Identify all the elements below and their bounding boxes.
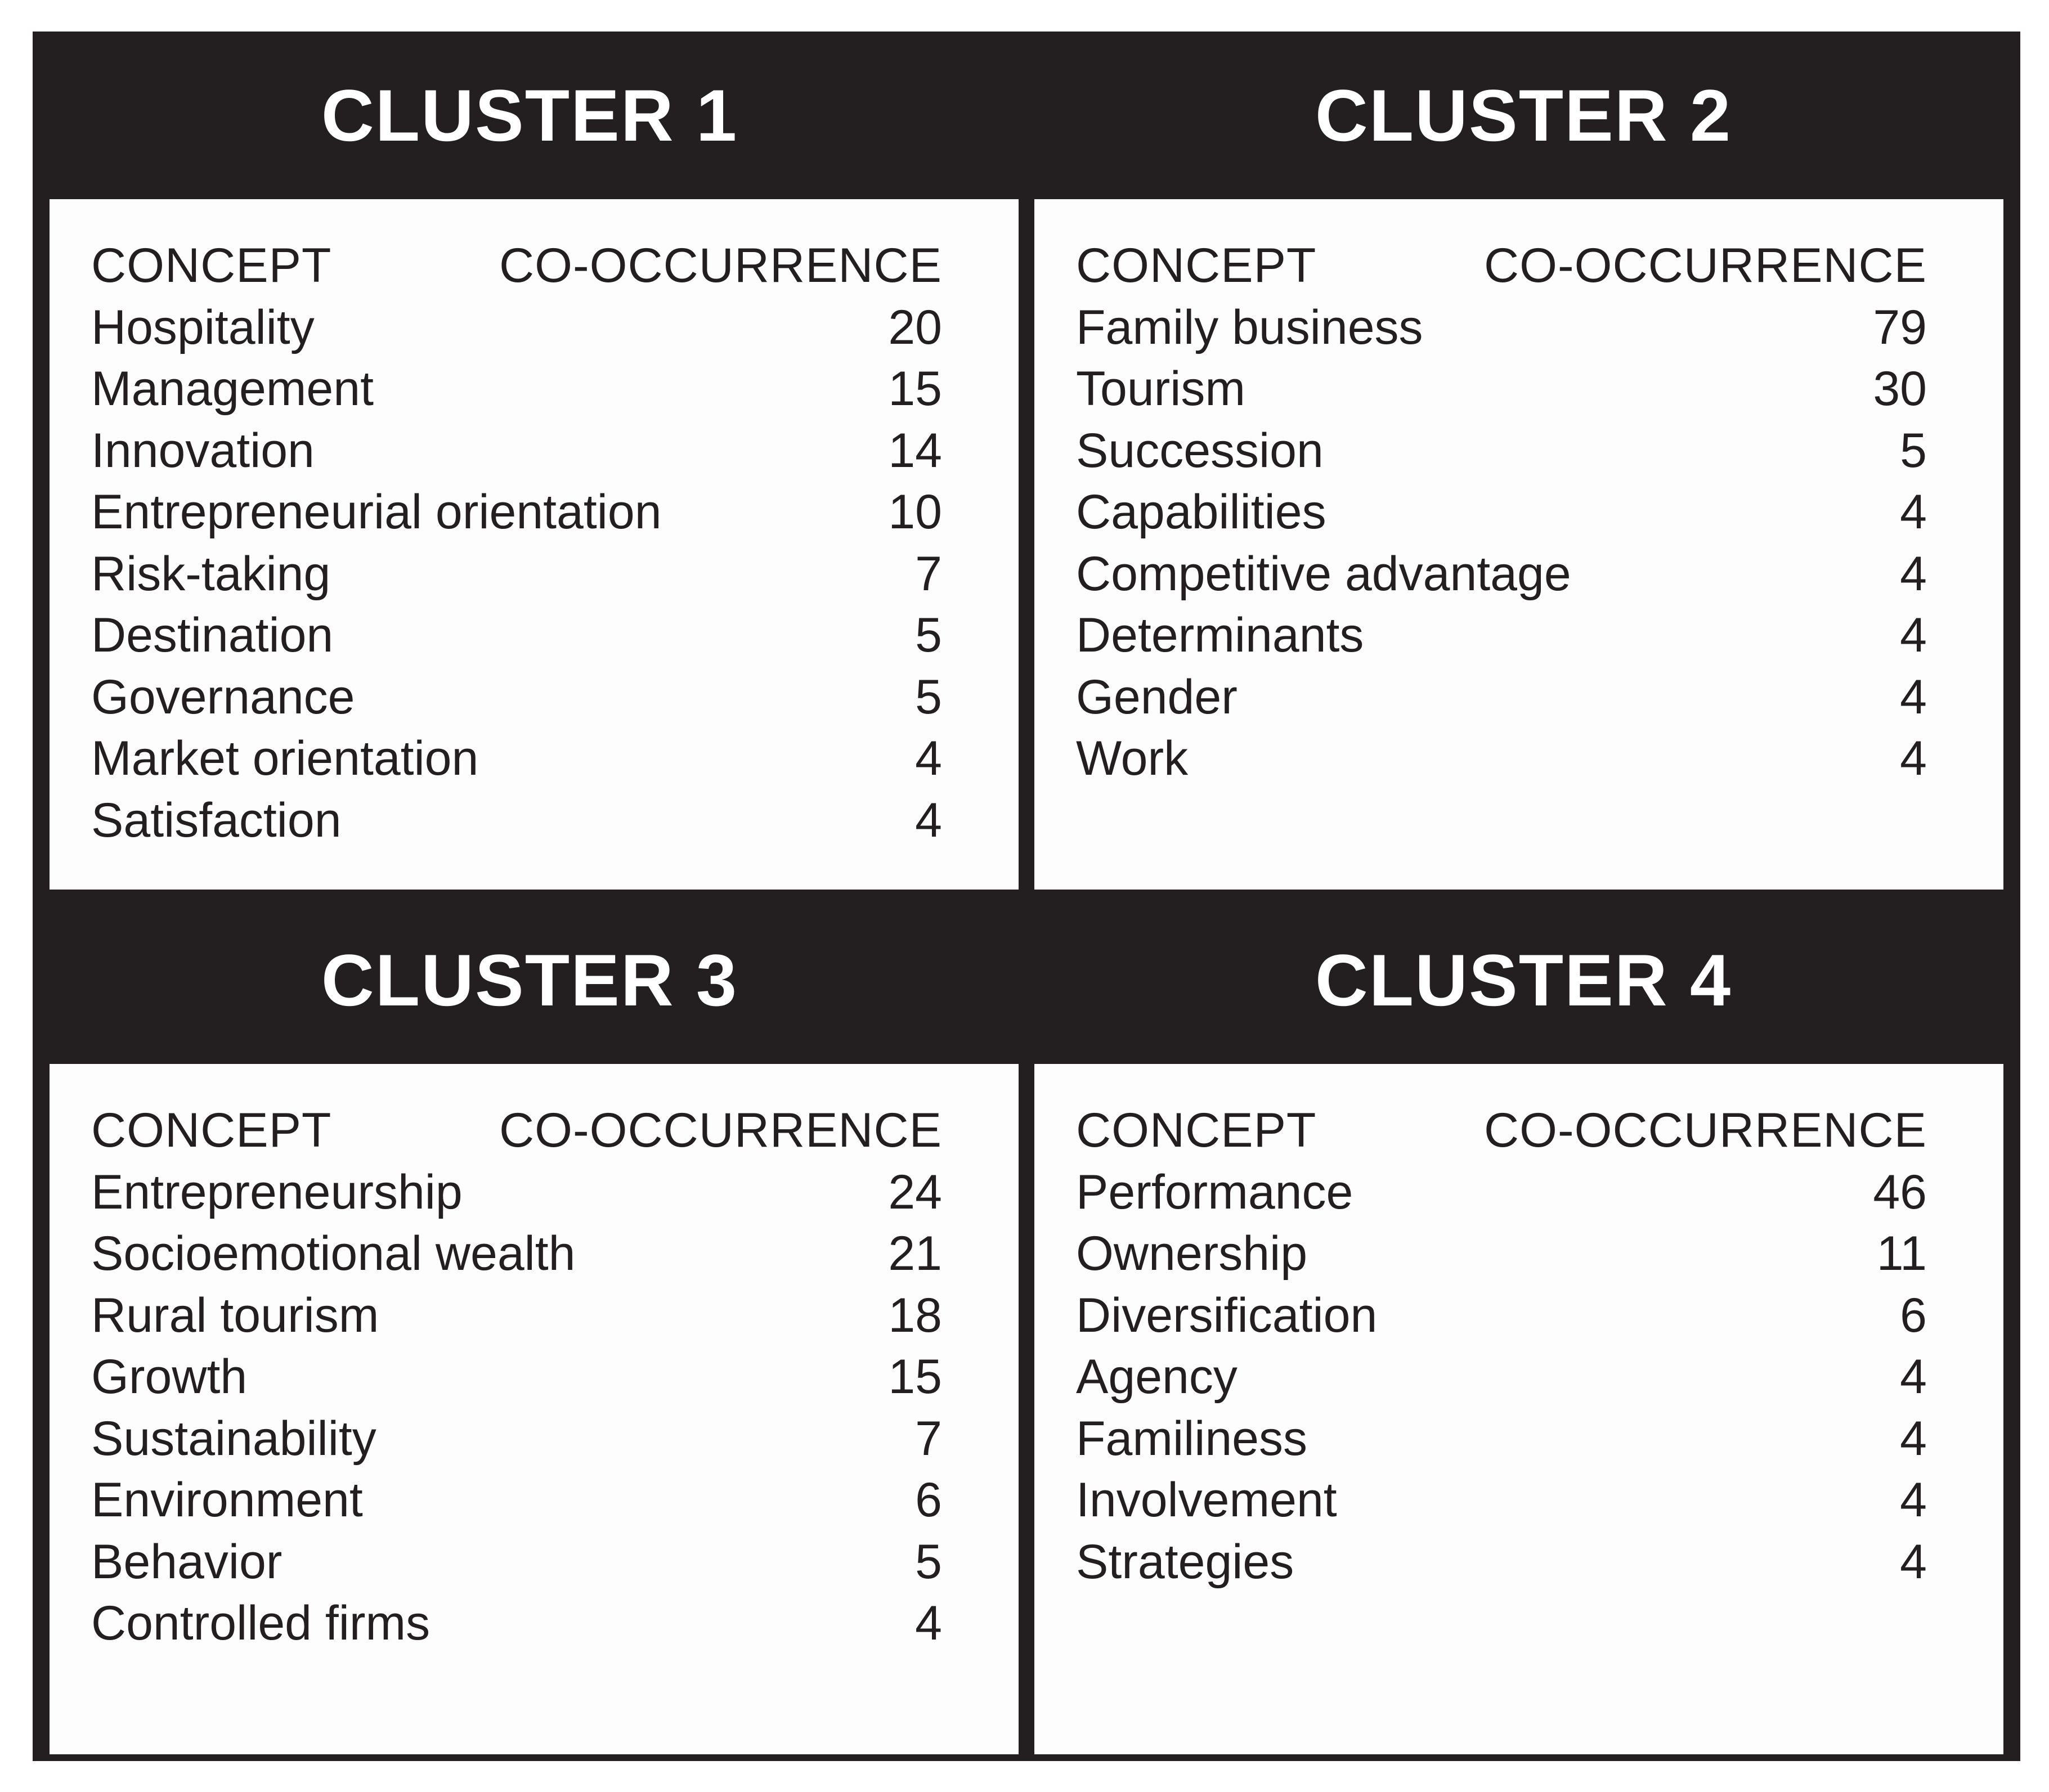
concept-label: Socioemotional wealth <box>91 1227 576 1281</box>
co-occurrence-value: 15 <box>888 362 942 416</box>
cluster-title: CLUSTER 1 <box>321 74 738 156</box>
table-row <box>91 544 942 605</box>
co-occurrence-value: 4 <box>1900 608 1927 662</box>
co-occurrence-value: 18 <box>888 1288 942 1342</box>
concept-label: Satisfaction <box>91 793 342 847</box>
co-occurrence-value: 4 <box>1900 1411 1927 1466</box>
concept-label: Hospitality <box>91 300 315 354</box>
co-occurrence-value: 6 <box>1900 1288 1927 1342</box>
header-co-occurrence: CO-OCCURRENCE <box>1484 239 1927 293</box>
co-occurrence-value: 5 <box>915 608 942 662</box>
co-occurrence-value: 4 <box>1900 546 1927 601</box>
co-occurrence-value: 11 <box>1876 1227 1927 1281</box>
table-row <box>91 1531 942 1593</box>
concept-table <box>91 1100 942 1655</box>
cluster-title: CLUSTER 3 <box>321 939 738 1021</box>
cluster-panel <box>50 1064 1019 1754</box>
table-row <box>1076 605 1927 667</box>
concept-label: Environment <box>91 1473 363 1527</box>
table-row <box>1076 667 1927 729</box>
table-row <box>1076 297 1927 359</box>
header-co-occurrence: CO-OCCURRENCE <box>1484 1103 1927 1157</box>
concept-label: Market orientation <box>91 731 479 785</box>
table-rows <box>91 1162 942 1655</box>
co-occurrence-value: 20 <box>888 300 942 354</box>
table-row <box>91 790 942 852</box>
table-header <box>1076 235 1927 297</box>
co-occurrence-value: 10 <box>888 485 942 539</box>
concept-label: Sustainability <box>91 1411 376 1466</box>
table-row <box>91 358 942 420</box>
table-row <box>1076 1285 1927 1347</box>
concept-label: Behavior <box>91 1534 283 1589</box>
co-occurrence-value: 79 <box>1873 300 1927 354</box>
co-occurrence-value: 7 <box>915 1411 942 1466</box>
table-row <box>1076 1162 1927 1224</box>
table-row <box>1076 1223 1927 1285</box>
table-row <box>1076 544 1927 605</box>
table-row <box>91 605 942 667</box>
cluster-panel <box>50 199 1019 890</box>
co-occurrence-value: 5 <box>915 670 942 724</box>
table-row <box>91 1223 942 1285</box>
concept-label: Rural tourism <box>91 1288 379 1342</box>
co-occurrence-value: 4 <box>915 1596 942 1650</box>
cluster-2 <box>1026 32 2020 896</box>
table-row <box>91 297 942 359</box>
table-row <box>91 667 942 729</box>
concept-label: Governance <box>91 670 355 724</box>
table-row <box>91 1162 942 1224</box>
concept-label: Involvement <box>1076 1473 1337 1527</box>
concept-label: Growth <box>91 1350 248 1404</box>
cluster-panel <box>1034 1064 2003 1754</box>
co-occurrence-value: 30 <box>1873 362 1927 416</box>
clusters-frame <box>33 32 2020 1761</box>
concept-label: Determinants <box>1076 608 1364 662</box>
header-co-occurrence: CO-OCCURRENCE <box>499 239 942 293</box>
concept-label: Competitive advantage <box>1076 546 1571 601</box>
header-concept: CONCEPT <box>1076 239 1317 293</box>
table-rows <box>1076 1162 1927 1593</box>
concept-label: Controlled firms <box>91 1596 431 1650</box>
co-occurrence-value: 4 <box>1900 1350 1927 1404</box>
co-occurrence-value: 24 <box>888 1165 942 1219</box>
cluster-title: CLUSTER 4 <box>1315 939 1732 1021</box>
concept-label: Destination <box>91 608 334 662</box>
table-header <box>1076 1100 1927 1162</box>
cluster-4 <box>1026 896 2020 1761</box>
header-concept: CONCEPT <box>91 239 332 293</box>
concept-label: Management <box>91 362 374 416</box>
concept-label: Work <box>1076 731 1189 785</box>
header-co-occurrence: CO-OCCURRENCE <box>499 1103 942 1157</box>
table-rows <box>1076 297 1927 790</box>
table-row <box>91 1408 942 1470</box>
table-row <box>91 482 942 544</box>
concept-label: Gender <box>1076 670 1238 724</box>
table-row <box>91 728 942 790</box>
co-occurrence-value: 46 <box>1873 1165 1927 1219</box>
concept-label: Agency <box>1076 1350 1238 1404</box>
concept-label: Capabilities <box>1076 485 1326 539</box>
cluster-1 <box>33 32 1026 896</box>
co-occurrence-value: 15 <box>888 1350 942 1404</box>
table-row <box>91 1346 942 1408</box>
table-row <box>1076 358 1927 420</box>
table-row <box>91 420 942 482</box>
cluster-title: CLUSTER 2 <box>1315 74 1732 156</box>
concept-label: Performance <box>1076 1165 1353 1219</box>
concept-table <box>1076 1100 1927 1593</box>
concept-label: Ownership <box>1076 1227 1308 1281</box>
concept-label: Family business <box>1076 300 1423 354</box>
concept-label: Diversification <box>1076 1288 1378 1342</box>
concept-label: Succession <box>1076 423 1324 478</box>
concept-label: Entrepreneurship <box>91 1165 463 1219</box>
co-occurrence-value: 5 <box>1900 423 1927 478</box>
co-occurrence-value: 14 <box>888 423 942 478</box>
concept-table <box>1076 235 1927 790</box>
table-row <box>1076 420 1927 482</box>
header-concept: CONCEPT <box>1076 1103 1317 1157</box>
table-header <box>91 1100 942 1162</box>
co-occurrence-value: 4 <box>1900 670 1927 724</box>
table-row <box>91 1285 942 1347</box>
table-row <box>1076 1346 1927 1408</box>
co-occurrence-value: 4 <box>1900 1534 1927 1589</box>
concept-label: Entrepreneurial orientation <box>91 485 662 539</box>
co-occurrence-value: 4 <box>1900 731 1927 785</box>
co-occurrence-value: 21 <box>888 1227 942 1281</box>
co-occurrence-value: 4 <box>915 793 942 847</box>
table-row <box>1076 1531 1927 1593</box>
co-occurrence-value: 4 <box>915 731 942 785</box>
table-row <box>1076 728 1927 790</box>
co-occurrence-value: 6 <box>915 1473 942 1527</box>
table-row <box>1076 1408 1927 1470</box>
table-header <box>91 235 942 297</box>
concept-label: Familiness <box>1076 1411 1307 1466</box>
cluster-panel <box>1034 199 2003 890</box>
co-occurrence-value: 5 <box>915 1534 942 1589</box>
concept-label: Tourism <box>1076 362 1246 416</box>
concept-label: Risk-taking <box>91 546 331 601</box>
header-concept: CONCEPT <box>91 1103 332 1157</box>
cluster-3 <box>33 896 1026 1761</box>
concept-table <box>91 235 942 851</box>
concept-label: Strategies <box>1076 1534 1294 1589</box>
concept-label: Innovation <box>91 423 315 478</box>
table-row <box>1076 482 1927 544</box>
table-row <box>1076 1470 1927 1531</box>
table-row <box>91 1593 942 1655</box>
table-rows <box>91 297 942 852</box>
co-occurrence-value: 4 <box>1900 485 1927 539</box>
table-row <box>91 1470 942 1531</box>
co-occurrence-value: 4 <box>1900 1473 1927 1527</box>
co-occurrence-value: 7 <box>915 546 942 601</box>
